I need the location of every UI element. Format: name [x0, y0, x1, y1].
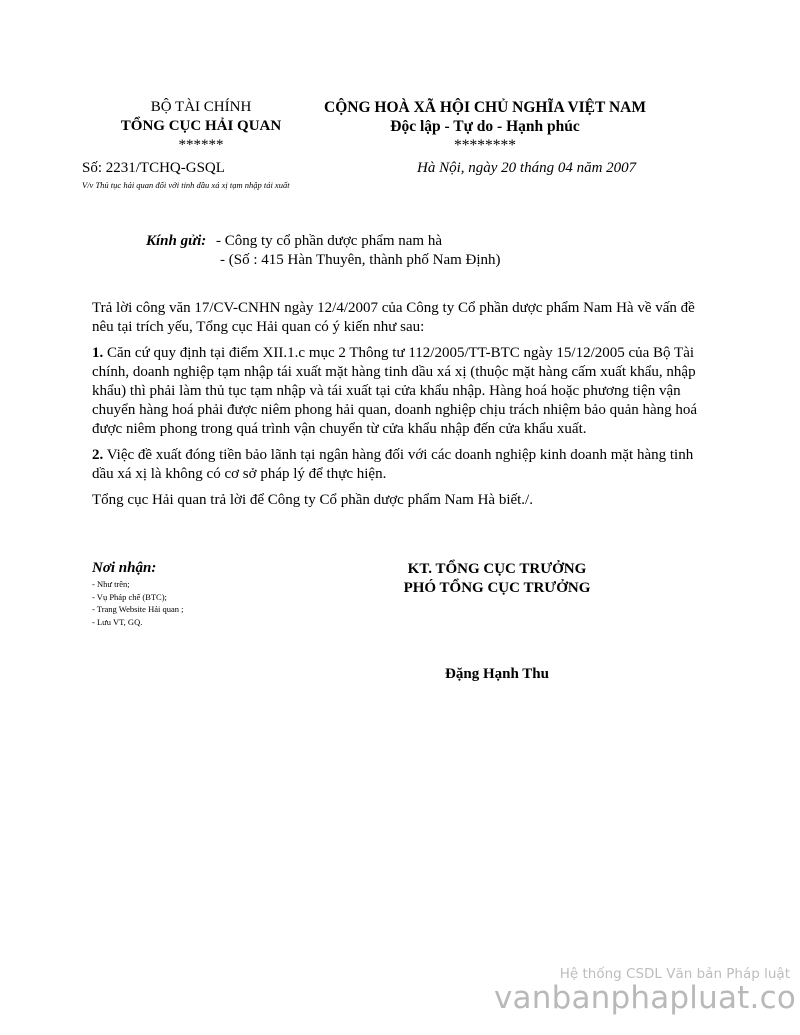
watermark-line-1: Hệ thống CSDL Văn bản Pháp luật: [559, 966, 790, 982]
signature-title-block: [352, 560, 642, 598]
closing-paragraph: Tổng cục Hải quan trả lời để Công ty Cổ phần dược phẩm Nam Hà biết./.: [92, 492, 533, 508]
recipient-item: - Lưu VT, GQ.: [92, 616, 143, 627]
recipient-block: [146, 232, 501, 270]
intro-paragraph: Trả lời công văn 17/CV-CNHN ngày 12/4/2007 của Công ty Cổ phần dược phẩm Nam Hà về vấn đề nêu tại trích yếu, Tổng cục Hải quan có ý kiến như sau:: [92, 300, 695, 335]
national-motto-block: [300, 98, 670, 155]
letter-body: [92, 299, 702, 517]
issuing-agency-block: [96, 98, 306, 155]
paragraph-2: [92, 446, 702, 484]
recipient-line-1: - Công ty cổ phần dược phẩm nam hà: [216, 233, 443, 249]
document-number: Số: 2231/TCHQ-GSQL: [82, 160, 225, 176]
paragraph-2-text: Việc đề xuất đóng tiền bảo lãnh tại ngân hàng đối với các doanh nghiệp kinh doanh mặt hàng tinh dầu xá xị là không có cơ sở pháp lý để thực hiện.: [92, 447, 694, 482]
country-name: CỘNG HOÀ XÃ HỘI CHỦ NGHĨA VIỆT NAM: [324, 99, 646, 116]
recipient-line-2: - (Số : 415 Hàn Thuyên, thành phố Nam Định): [220, 252, 501, 268]
recipient-label: Kính gửi:: [146, 233, 207, 249]
motto: Độc lập - Tự do - Hạnh phúc: [390, 118, 580, 135]
paragraph-2-number: 2.: [92, 447, 104, 463]
agency-name: TỔNG CỤC HẢI QUAN: [120, 118, 282, 134]
paragraph-1: [92, 344, 702, 439]
recipients-title: Nơi nhận:: [92, 560, 157, 576]
signature-line-2: PHÓ TỔNG CỤC TRƯỞNG: [403, 580, 591, 596]
paragraph-1-text: Căn cứ quy định tại điểm XII.1.c mục 2 Thông tư 112/2005/TT-BTC ngày 15/12/2005 của Bộ Tài chính, doanh nghiệp tạm nhập tái xuất mặt hàng tinh dầu xá xị (thuộc mặt hàng cấm xuất khẩu, nhập khẩu) thì phải làm thủ tục tạm nhập và tái xuất tại cửa khẩu nhập. Hàng hoá hoặc phương tiện vận chuyển hàng hoá phải được niêm phong hải quan, doanh nghiệp chịu trách nhiệm bảo quản hàng hoá được niêm phong trong quá trình vận chuyển từ cửa khẩu nhập đến cửa khẩu xuất.: [92, 345, 698, 437]
recipient-item: - Như trên;: [92, 579, 130, 589]
recipients-list: [92, 560, 292, 628]
document-subject: V/v Thủ tục hải quan đối với tinh dầu xá xị tạm nhập tái xuất: [82, 180, 290, 190]
recipient-item: - Trang Website Hải quan ;: [92, 604, 184, 614]
recipient-item: - Vụ Pháp chế (BTC);: [92, 591, 167, 602]
motto-stars: ********: [454, 137, 516, 154]
signature-line-1: KT. TỔNG CỤC TRƯỞNG: [407, 561, 587, 577]
watermark-line-2: vanbanphapluat.co: [494, 980, 796, 1016]
paragraph-1-number: 1.: [92, 345, 104, 361]
ministry-name: BỘ TÀI CHÍNH: [150, 99, 252, 115]
agency-stars: ******: [178, 137, 224, 153]
document-date: Hà Nội, ngày 20 tháng 04 năm 2007: [417, 160, 637, 176]
signer-name: Đặng Hạnh Thu: [445, 666, 549, 682]
